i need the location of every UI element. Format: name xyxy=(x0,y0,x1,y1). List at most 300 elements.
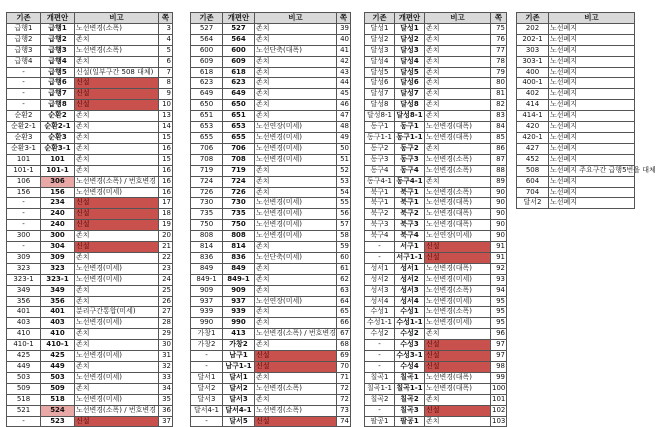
new-route-cell: 남구1 xyxy=(223,351,255,362)
note-cell: 신설 xyxy=(75,209,159,220)
table-row xyxy=(191,111,351,122)
page-cell: 6 xyxy=(159,56,173,67)
page-cell: 74 xyxy=(337,416,351,427)
orig-route-cell: - xyxy=(7,198,41,209)
table-row xyxy=(365,165,507,176)
new-route-cell: 750 xyxy=(223,220,255,231)
orig-route-cell: 735 xyxy=(191,209,223,220)
note-cell: 노선변경(미세) xyxy=(255,154,337,165)
new-route-cell: 달서4-1 xyxy=(223,405,255,416)
table-row xyxy=(365,318,507,329)
new-route-cell: 939 xyxy=(223,307,255,318)
page-cell: 68 xyxy=(337,340,351,351)
new-route-cell: 서구1-1 xyxy=(395,252,425,263)
orig-route-cell: 202-1 xyxy=(517,34,549,45)
table-row xyxy=(7,122,173,133)
new-route-cell: 909 xyxy=(223,285,255,296)
table-row xyxy=(7,252,173,263)
note-cell: 신설 xyxy=(425,242,491,253)
note-cell: 존치 xyxy=(425,416,491,427)
table-row xyxy=(7,329,173,340)
page-cell: 50 xyxy=(337,143,351,154)
table-row xyxy=(191,285,351,296)
table-row xyxy=(365,111,507,122)
table-row xyxy=(7,263,173,274)
header-note: 비고 xyxy=(549,13,635,24)
orig-route-cell: 달성2 xyxy=(365,34,395,45)
orig-route-cell: - xyxy=(7,67,41,78)
note-cell: 노선폐지 xyxy=(549,23,635,34)
page-cell: 48 xyxy=(337,122,351,133)
orig-route-cell: 101-1 xyxy=(7,165,41,176)
page-cell: 85 xyxy=(491,132,507,143)
table-row xyxy=(365,372,507,383)
header-orig: 기존 xyxy=(365,13,395,24)
new-route-cell: 급행6 xyxy=(41,78,75,89)
page-cell: 97 xyxy=(491,340,507,351)
page-cell: 80 xyxy=(491,78,507,89)
new-route-cell: 급행8 xyxy=(41,100,75,111)
orig-route-cell: 북구4 xyxy=(365,231,395,242)
new-route-cell: 518 xyxy=(41,394,75,405)
page-cell: 33 xyxy=(159,372,173,383)
orig-route-cell: 달서2 xyxy=(517,198,549,209)
page-cell: 72 xyxy=(337,394,351,405)
table-row xyxy=(517,154,635,165)
page-cell: 23 xyxy=(159,263,173,274)
table-row xyxy=(365,252,507,263)
note-cell: 존치 xyxy=(425,176,491,187)
header-new: 개편안 xyxy=(41,13,75,24)
page-cell: 94 xyxy=(491,285,507,296)
note-cell: 존치 xyxy=(425,56,491,67)
page-cell: 75 xyxy=(491,23,507,34)
new-route-cell: 성서1 xyxy=(395,263,425,274)
note-cell: 존치 xyxy=(75,340,159,351)
new-route-cell: 가창2 xyxy=(223,340,255,351)
orig-route-cell: 달성8-1 xyxy=(365,111,395,122)
table-row xyxy=(7,220,173,231)
page-cell: 15 xyxy=(159,154,173,165)
orig-route-cell: 성서1 xyxy=(365,263,395,274)
note-cell: 신설 xyxy=(255,351,337,362)
page-cell: 31 xyxy=(159,351,173,362)
table-row xyxy=(7,405,173,416)
orig-route-cell: 303-1 xyxy=(517,56,549,67)
orig-route-cell: 달성1 xyxy=(365,23,395,34)
new-route-cell: 북구4 xyxy=(395,231,425,242)
note-cell: 노선변경(소폭) xyxy=(75,45,159,56)
table-row xyxy=(365,263,507,274)
orig-route-cell: - xyxy=(7,220,41,231)
orig-route-cell: 순환2 xyxy=(7,111,41,122)
note-cell: 존치 xyxy=(255,372,337,383)
page-cell: 83 xyxy=(491,111,507,122)
new-route-cell: 403 xyxy=(41,318,75,329)
note-cell: 노선폐지 xyxy=(549,56,635,67)
new-route-cell: 급행1 xyxy=(41,23,75,34)
table-row xyxy=(365,231,507,242)
route-table-3 xyxy=(364,12,507,427)
orig-route-cell: 동구4-1 xyxy=(365,176,395,187)
table-row xyxy=(517,34,635,45)
page-cell: 91 xyxy=(491,242,507,253)
table-row xyxy=(365,187,507,198)
table-row xyxy=(191,242,351,253)
table-row xyxy=(7,318,173,329)
note-cell: 존치 xyxy=(425,45,491,56)
note-cell: 존치 xyxy=(75,56,159,67)
page-cell: 65 xyxy=(337,307,351,318)
table-row xyxy=(7,143,173,154)
note-cell: 노선연장(미세) xyxy=(255,296,337,307)
header-new: 개편안 xyxy=(395,13,425,24)
header-orig: 기존 xyxy=(191,13,223,24)
page-cell: 84 xyxy=(491,122,507,133)
note-cell: 존치 xyxy=(255,176,337,187)
note-cell: 신설 xyxy=(75,198,159,209)
orig-route-cell: 849-1 xyxy=(191,274,223,285)
page-cell: 93 xyxy=(491,274,507,285)
table-row xyxy=(365,362,507,373)
table-row xyxy=(191,78,351,89)
note-cell: 존치 xyxy=(75,154,159,165)
orig-route-cell: 202 xyxy=(517,23,549,34)
new-route-cell: 북구2 xyxy=(395,209,425,220)
table-row xyxy=(517,187,635,198)
note-cell: 존치 xyxy=(255,56,337,67)
table-row xyxy=(365,56,507,67)
new-route-cell: 730 xyxy=(223,198,255,209)
note-cell: 노선폐지 xyxy=(549,45,635,56)
note-cell: 노선변경(미세) xyxy=(255,231,337,242)
note-cell: 노선변경(소폭) xyxy=(255,405,337,416)
table-row xyxy=(7,416,173,427)
page-cell: 20 xyxy=(159,231,173,242)
orig-route-cell: - xyxy=(365,252,395,263)
orig-route-cell: - xyxy=(7,100,41,111)
table-row xyxy=(191,34,351,45)
new-route-cell: 735 xyxy=(223,209,255,220)
page-cell: 3 xyxy=(159,23,173,34)
orig-route-cell: 수성1 xyxy=(365,307,395,318)
table-row xyxy=(7,176,173,187)
orig-route-cell: 609 xyxy=(191,56,223,67)
orig-route-cell: 칠곡1 xyxy=(365,372,395,383)
orig-route-cell: 730 xyxy=(191,198,223,209)
note-cell: 분리구간통합(미세) xyxy=(75,307,159,318)
table-row xyxy=(365,176,507,187)
table-row xyxy=(7,56,173,67)
new-route-cell: 달성5 xyxy=(395,67,425,78)
orig-route-cell: - xyxy=(191,362,223,373)
page-cell: 67 xyxy=(337,329,351,340)
new-route-cell: 600 xyxy=(223,45,255,56)
orig-route-cell: 349 xyxy=(7,285,41,296)
note-cell: 존치 xyxy=(255,100,337,111)
orig-route-cell: 651 xyxy=(191,111,223,122)
table-row xyxy=(7,198,173,209)
orig-route-cell: 달서4-1 xyxy=(191,405,223,416)
header-new: 개편안 xyxy=(223,13,255,24)
orig-route-cell: 북구3 xyxy=(365,220,395,231)
note-cell: 노선폐지 xyxy=(549,89,635,100)
new-route-cell: 724 xyxy=(223,176,255,187)
page-cell: 21 xyxy=(159,242,173,253)
orig-route-cell: 달서2 xyxy=(191,383,223,394)
note-cell: 노선변경(미세) xyxy=(75,351,159,362)
note-cell: 존치 xyxy=(255,340,337,351)
page-cell: 27 xyxy=(159,307,173,318)
note-cell: 신설(일부구간 508 대체) xyxy=(75,67,159,78)
table-row xyxy=(191,274,351,285)
new-route-cell: 410-1 xyxy=(41,340,75,351)
page-cell: 76 xyxy=(491,34,507,45)
new-route-cell: 449 xyxy=(41,362,75,373)
table-row xyxy=(517,198,635,209)
note-cell: 존치 xyxy=(255,242,337,253)
note-cell: 노선변경(소폭) xyxy=(425,165,491,176)
note-cell: 존치 xyxy=(425,111,491,122)
orig-route-cell: 323 xyxy=(7,263,41,274)
page-cell: 40 xyxy=(337,34,351,45)
note-cell: 존치 xyxy=(75,362,159,373)
new-route-cell: 349 xyxy=(41,285,75,296)
page-cell: 25 xyxy=(159,285,173,296)
orig-route-cell: 724 xyxy=(191,176,223,187)
note-cell: 신설 xyxy=(425,252,491,263)
page-cell: 79 xyxy=(491,67,507,78)
new-route-cell: 708 xyxy=(223,154,255,165)
note-cell: 노선변경(미세) xyxy=(425,318,491,329)
note-cell: 노선변경(대폭) xyxy=(425,132,491,143)
note-cell: 존치 xyxy=(255,274,337,285)
note-cell: 존치 xyxy=(425,67,491,78)
orig-route-cell: 가창2 xyxy=(191,340,223,351)
note-cell: 존치 xyxy=(75,252,159,263)
new-route-cell: 수성3-1 xyxy=(395,351,425,362)
table-row xyxy=(191,416,351,427)
note-cell: 노선폐지 xyxy=(549,34,635,45)
table-row xyxy=(191,252,351,263)
new-route-cell: 503 xyxy=(41,372,75,383)
page-cell: 57 xyxy=(337,220,351,231)
table-row xyxy=(191,209,351,220)
note-cell: 노선연장(미세) xyxy=(425,231,491,242)
new-route-cell: 서구1 xyxy=(395,242,425,253)
table-row xyxy=(365,23,507,34)
table-row xyxy=(365,78,507,89)
orig-route-cell: 564 xyxy=(191,34,223,45)
page-cell: 4 xyxy=(159,34,173,45)
page-cell: 102 xyxy=(491,405,507,416)
new-route-cell: 급행7 xyxy=(41,89,75,100)
page-cell: 52 xyxy=(337,165,351,176)
table-row xyxy=(7,100,173,111)
note-cell: 노선단축(대폭) xyxy=(255,45,337,56)
new-route-cell: 655 xyxy=(223,132,255,143)
orig-route-cell: 101 xyxy=(7,154,41,165)
orig-route-cell: 달성7 xyxy=(365,89,395,100)
page-cell: 8 xyxy=(159,78,173,89)
orig-route-cell: 425 xyxy=(7,351,41,362)
page-cell: 72 xyxy=(337,383,351,394)
new-route-cell: 달서1 xyxy=(223,372,255,383)
note-cell: 노선폐지 xyxy=(549,198,635,209)
table-row xyxy=(517,143,635,154)
note-cell: 노선폐지 xyxy=(549,100,635,111)
new-route-cell: 칠곡1-1 xyxy=(395,383,425,394)
header-page: 쪽 xyxy=(337,13,351,24)
orig-route-cell: 급행1 xyxy=(7,23,41,34)
orig-route-cell: - xyxy=(7,78,41,89)
note-cell: 존치 xyxy=(75,296,159,307)
note-cell: 노선변경(미세) xyxy=(255,209,337,220)
orig-route-cell: 성서2 xyxy=(365,274,395,285)
note-cell: 신설 xyxy=(75,242,159,253)
note-cell: 신설 xyxy=(75,100,159,111)
table-row xyxy=(7,23,173,34)
table-row xyxy=(7,78,173,89)
page-cell: 95 xyxy=(491,296,507,307)
orig-route-cell: 990 xyxy=(191,318,223,329)
orig-route-cell: 410 xyxy=(7,329,41,340)
page-cell: 63 xyxy=(337,285,351,296)
table-row xyxy=(517,111,635,122)
orig-route-cell: 403 xyxy=(7,318,41,329)
new-route-cell: 급행5 xyxy=(41,67,75,78)
orig-route-cell: 849 xyxy=(191,263,223,274)
note-cell: 노선변경(미세) xyxy=(75,318,159,329)
note-cell: 신설 xyxy=(75,220,159,231)
page-cell: 47 xyxy=(337,111,351,122)
page-cell: 19 xyxy=(159,220,173,231)
table-row xyxy=(365,198,507,209)
table-row xyxy=(517,56,635,67)
new-route-cell: 성서4 xyxy=(395,296,425,307)
page-cell: 62 xyxy=(337,274,351,285)
new-route-cell: 남구1-1 xyxy=(223,362,255,373)
table-row xyxy=(7,89,173,100)
note-cell: 노선변경(대폭) xyxy=(425,383,491,394)
new-route-cell: 성서3 xyxy=(395,285,425,296)
table-row xyxy=(517,165,635,176)
new-route-cell: 달서5 xyxy=(223,416,255,427)
orig-route-cell: 순환3 xyxy=(7,132,41,143)
page-cell: 28 xyxy=(159,318,173,329)
table-row xyxy=(365,416,507,427)
note-cell: 노선변경(미세) xyxy=(255,220,337,231)
table-row xyxy=(517,67,635,78)
page-cell: 100 xyxy=(491,383,507,394)
orig-route-cell: 급행4 xyxy=(7,56,41,67)
table-row xyxy=(191,220,351,231)
new-route-cell: 동구1-1 xyxy=(395,132,425,143)
page-cell: 70 xyxy=(337,362,351,373)
orig-route-cell: 북구1 xyxy=(365,198,395,209)
new-route-cell: 524 xyxy=(41,405,75,416)
table-row xyxy=(191,56,351,67)
note-cell: 신설 xyxy=(255,416,337,427)
new-route-cell: 성서2 xyxy=(395,274,425,285)
new-route-cell: 북구1 xyxy=(395,187,425,198)
page-cell: 16 xyxy=(159,165,173,176)
note-cell: 신설 xyxy=(255,362,337,373)
orig-route-cell: 동구1-1 xyxy=(365,132,395,143)
new-route-cell: 937 xyxy=(223,296,255,307)
orig-route-cell: 달성8 xyxy=(365,100,395,111)
note-cell: 존치 xyxy=(425,23,491,34)
note-cell: 노선변경(대폭) xyxy=(425,372,491,383)
table-row xyxy=(365,67,507,78)
new-route-cell: 836 xyxy=(223,252,255,263)
table-row xyxy=(517,45,635,56)
orig-route-cell: 937 xyxy=(191,296,223,307)
note-cell: 존치 xyxy=(75,329,159,340)
new-route-cell: 410 xyxy=(41,329,75,340)
new-route-cell: 달성1 xyxy=(395,23,425,34)
orig-route-cell: - xyxy=(191,416,223,427)
note-cell: 노선변경(미세) xyxy=(75,263,159,274)
orig-route-cell: 649 xyxy=(191,89,223,100)
new-route-cell: 651 xyxy=(223,111,255,122)
orig-route-cell: 323-1 xyxy=(7,274,41,285)
table-row xyxy=(191,394,351,405)
new-route-cell: 팔공1 xyxy=(395,416,425,427)
page-cell: 10 xyxy=(159,100,173,111)
new-route-cell: 동구4 xyxy=(395,165,425,176)
table-row xyxy=(517,89,635,100)
note-cell: 노선변경(소폭) / 번호변경 xyxy=(75,176,159,187)
page-cell: 60 xyxy=(337,252,351,263)
note-cell: 노선폐지 xyxy=(549,187,635,198)
table-row xyxy=(517,78,635,89)
table-row xyxy=(7,34,173,45)
page-cell: 82 xyxy=(491,100,507,111)
note-cell: 존치 xyxy=(255,89,337,100)
page-cell: 71 xyxy=(337,372,351,383)
page-cell: 46 xyxy=(337,100,351,111)
new-route-cell: 달성2 xyxy=(395,34,425,45)
note-cell: 신설 xyxy=(425,405,491,416)
note-cell: 노선변경(소폭) xyxy=(425,307,491,318)
orig-route-cell: 402 xyxy=(517,89,549,100)
new-route-cell: 동구3 xyxy=(395,154,425,165)
table-row xyxy=(7,45,173,56)
note-cell: 노선폐지 xyxy=(549,143,635,154)
note-cell: 노선연장(미세) xyxy=(255,122,337,133)
new-route-cell: 달서2 xyxy=(223,383,255,394)
note-cell: 신설 xyxy=(75,416,159,427)
page-cell: 5 xyxy=(159,45,173,56)
table-row xyxy=(7,362,173,373)
table-row xyxy=(365,34,507,45)
orig-route-cell: 452 xyxy=(517,154,549,165)
table-row xyxy=(7,307,173,318)
note-cell: 노선변경(미세) xyxy=(425,274,491,285)
page-cell: 35 xyxy=(159,394,173,405)
table-row xyxy=(365,285,507,296)
note-cell: 존치 xyxy=(255,78,337,89)
new-route-cell: 401 xyxy=(41,307,75,318)
table-row xyxy=(7,154,173,165)
page-cell: 90 xyxy=(491,231,507,242)
new-route-cell: 306 xyxy=(41,176,75,187)
table-row xyxy=(365,351,507,362)
table-row xyxy=(191,231,351,242)
new-route-cell: 240 xyxy=(41,220,75,231)
orig-route-cell: 939 xyxy=(191,307,223,318)
